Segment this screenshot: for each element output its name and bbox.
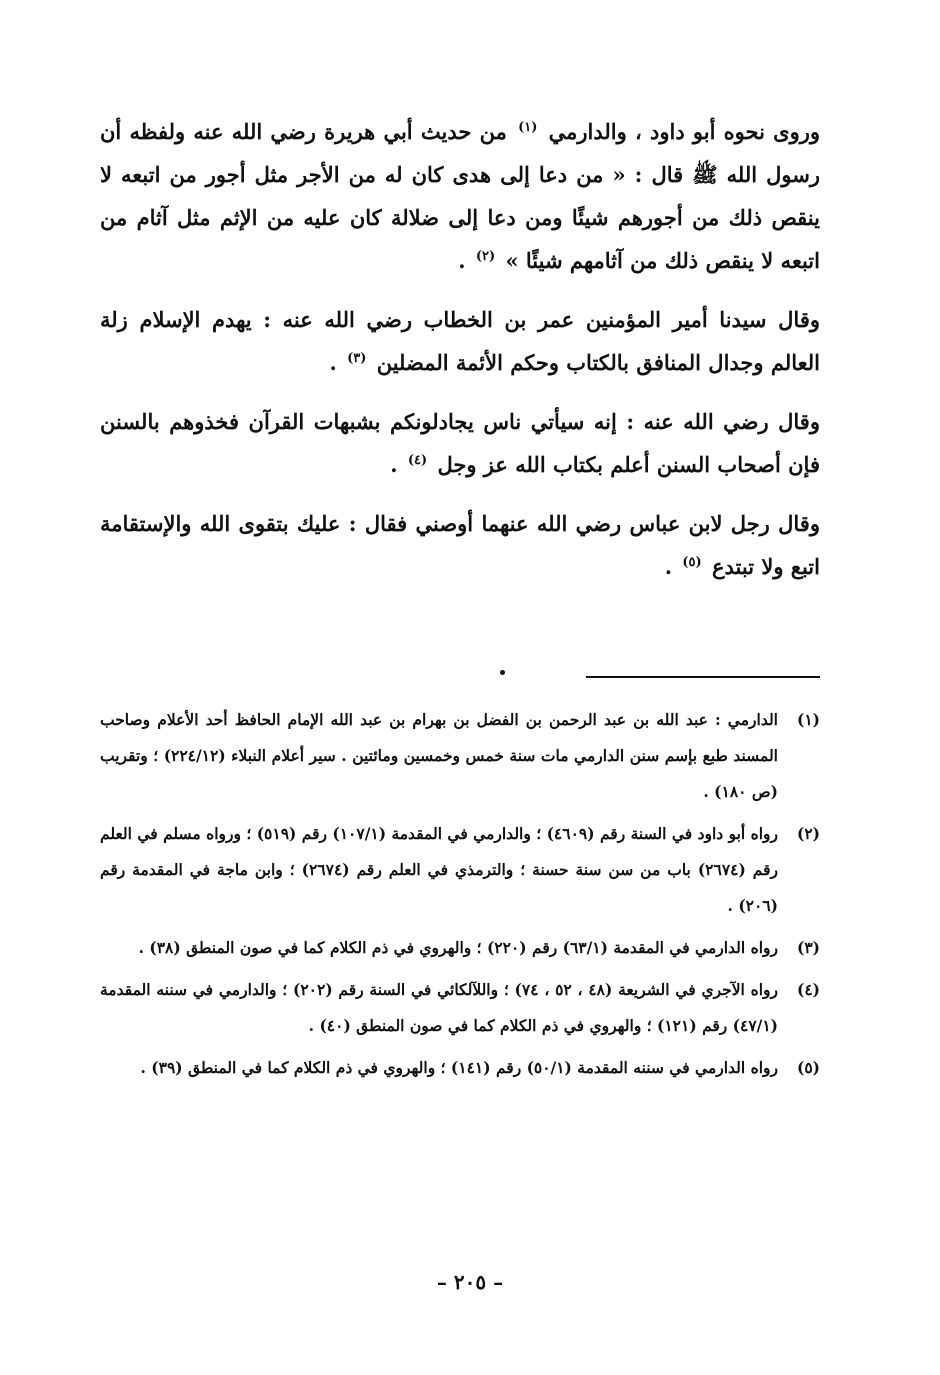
paragraph-2: [100, 298, 820, 384]
footnote-2: [100, 816, 820, 924]
paragraph-text: وقال رضي الله عنه : إنه سيأتي ناس يجادلونكم بشبهات القرآن فخذوهم بالسنن فإن أصحاب السنن أعلم بكتاب الله عز وجل: [100, 409, 820, 477]
footnote-number: (٣): [796, 938, 820, 957]
footnote-text: الدارمي : عبد الله بن عبد الرحمن بن الفضل بن بهرام بن عبد الله الإمام الحافظ أحد الأعلام وصاحب المسند طبع بإسم سنن الدارمي مات سنة خمس وخمسين ومائتين . سير أعلام النبلاء (٢٢٤/١٢) ؛ وتقريب (ص ١٨٠) .: [100, 710, 778, 801]
paragraph-3: [100, 400, 820, 486]
footnote-number: (٥): [796, 1058, 820, 1077]
paragraph-text: وقال رجل لابن عباس رضي الله عنهما أوصني فقال : عليك بتقوى الله والإستقامة اتبع ولا تبتدع: [100, 511, 820, 579]
footnote-ref: (٣): [347, 351, 367, 366]
footnote-number: (١): [796, 710, 820, 729]
paragraph-end: .: [390, 452, 398, 477]
footnote-4: [100, 972, 820, 1044]
paragraph-4: [100, 502, 820, 588]
footnote-text: رواه الآجري في الشريعة (٤٨ ، ٥٢ ، ٧٤) ؛ واللآلكائي في السنة رقم (٢٠٢) ؛ والدارمي في سننه المقدمة (٤٧/١) رقم (١٢١) ؛ والهروي في ذم الكلام كما في صون المنطق (٤٠) .: [100, 980, 779, 1035]
paragraph-end: .: [329, 350, 337, 375]
paragraph-text: من حديث أبي هريرة رضي الله عنه ولفظه أن رسول الله ﷺ قال : « من دعا إلى هدى كان له من الأجر مثل أجور من اتبعه لا ينقص ذلك من أجورهم شيئًا ومن دعا إلى ضلالة كان عليه من الإثم مثل آثام من اتبعه لا ينقص ذلك من آثامهم شيئًا »: [100, 119, 820, 273]
paragraph-end: .: [458, 248, 466, 273]
footnote-5: [100, 1050, 820, 1086]
paragraph-text: وقال سيدنا أمير المؤمنين عمر بن الخطاب رضي الله عنه : يهدم الإسلام زلة العالم وجدال المنافق بالكتاب وحكم الأئمة المضلين: [100, 307, 820, 375]
paragraph-end: .: [664, 554, 673, 579]
paragraph-text: وروى نحوه أبو داود ، والدارمي: [548, 119, 821, 144]
footnote-divider: [586, 676, 820, 678]
ink-dot: [500, 670, 505, 675]
footnote-1: [100, 702, 820, 810]
footnote-3: [100, 930, 820, 966]
paragraph-1: [100, 110, 820, 282]
footnotes: [100, 702, 820, 1092]
footnote-number: (٤): [796, 980, 820, 999]
footnote-ref: (٥): [682, 555, 702, 570]
footnote-number: (٢): [796, 824, 820, 843]
main-text: [100, 110, 820, 604]
footnote-ref: (٢): [475, 249, 496, 264]
footnote-text: رواه الدارمي في المقدمة (٦٣/١) رقم (٢٢٠) ؛ والهروي في ذم الكلام كما في صون المنطق (٣٨) .: [138, 938, 778, 957]
page-number: – ٢٠٥ –: [436, 1270, 504, 1294]
footnote-ref: (١): [518, 120, 538, 135]
footnote-text: رواه أبو داود في السنة رقم (٤٦٠٩) ؛ والدارمي في المقدمة (١٠٧/١) رقم (٥١٩) ؛ ورواه مسلم في العلم رقم (٢٦٧٤) باب من سن سنة حسنة ؛ والترمذي في العلم رقم (٢٦٧٤) ؛ وابن ماجة في المقدمة رقم (٢٠٦) .: [100, 824, 779, 915]
footnote-ref: (٤): [407, 453, 428, 468]
footnote-text: رواه الدارمي في سننه المقدمة (٥٠/١) رقم (١٤١) ؛ والهروي في ذم الكلام كما في المنطق (٣٩) .: [140, 1058, 778, 1077]
